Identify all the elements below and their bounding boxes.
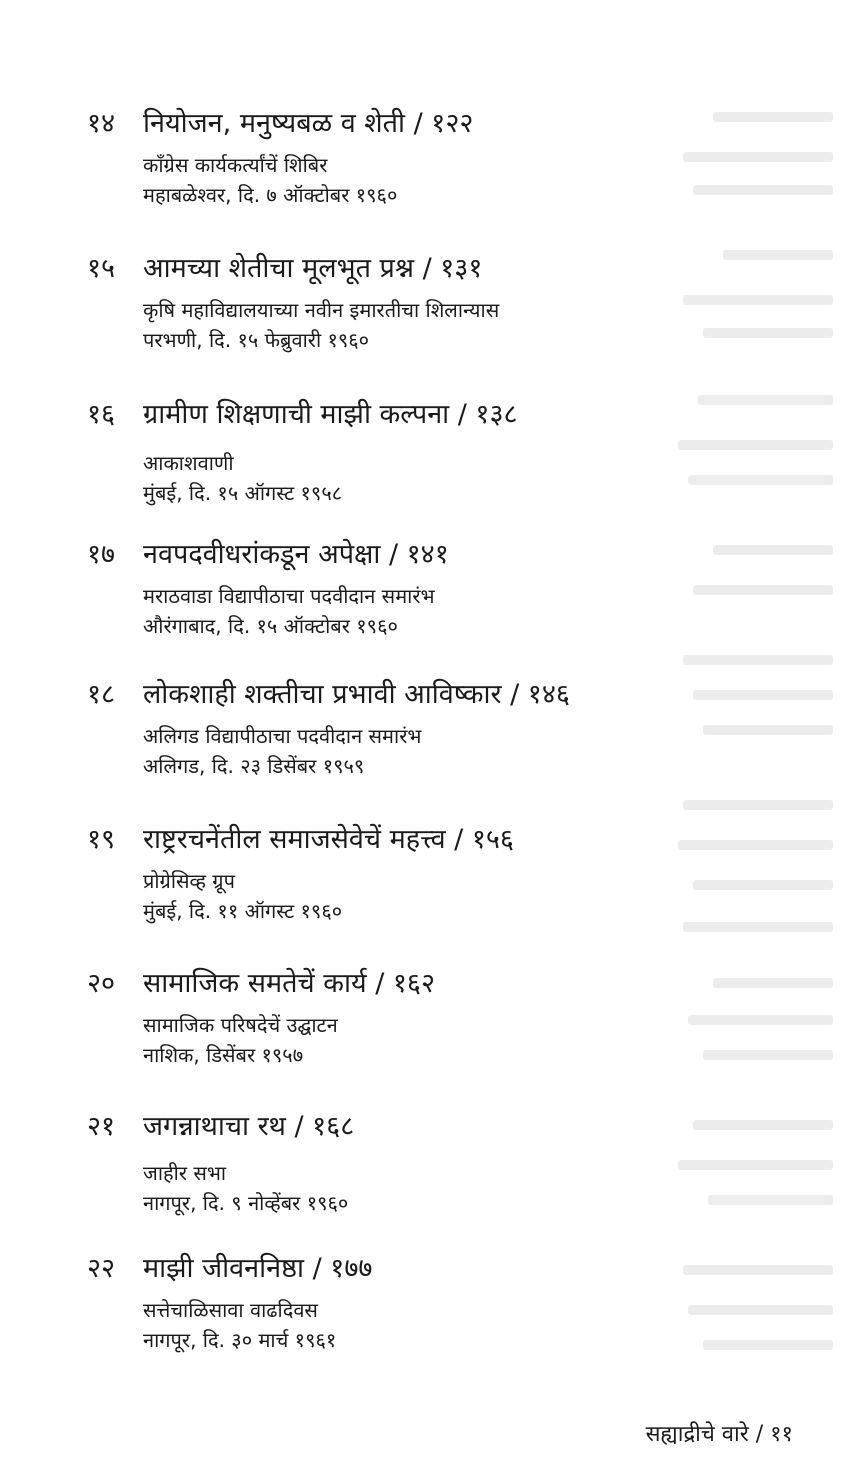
entry-heading	[87, 1252, 647, 1286]
entry-occasion: सत्तेचाळिसावा वाढदिवस	[143, 1298, 318, 1322]
entry-title: सामाजिक समतेचें कार्य / १६२	[143, 968, 436, 999]
entry-place-date: नागपूर, दि. ९ नोव्हेंबर १९६०	[143, 1191, 349, 1215]
entry-heading	[87, 107, 647, 141]
entry-number: १५	[87, 253, 116, 284]
toc-entry-22	[87, 1252, 647, 1355]
toc-entry-19	[87, 823, 647, 926]
toc-entry-18	[87, 678, 647, 781]
page-footer: सह्याद्रीचे वारे / ११	[645, 1422, 793, 1447]
entry-number: १९	[87, 824, 116, 855]
entry-heading	[87, 252, 647, 286]
entry-place-date: मुंबई, दि. १५ ऑगस्ट १९५८	[143, 481, 343, 505]
entry-place-date: मुंबई, दि. ११ ऑगस्ट १९६०	[143, 899, 343, 923]
entry-number: २२	[87, 1253, 116, 1284]
entry-occasion: मराठवाडा विद्यापीठाचा पदवीदान समारंभ	[143, 584, 435, 608]
entry-place-date: नाशिक, डिसेंबर १९५७	[143, 1043, 304, 1067]
entry-occasion: काँग्रेस कार्यकर्त्यांचें शिबिर	[143, 153, 328, 177]
toc-entry-15	[87, 252, 647, 355]
entry-number: १८	[87, 679, 116, 710]
entry-place-date: नागपूर, दि. ३० मार्च १९६१	[143, 1328, 337, 1352]
entry-occasion: जाहीर सभा	[143, 1161, 227, 1185]
entry-number: १४	[87, 108, 116, 139]
entry-title: जगन्नाथाचा रथ / १६८	[143, 1111, 355, 1142]
bleed-through-text	[678, 90, 853, 1380]
entry-number: २१	[87, 1111, 116, 1142]
entry-occasion: प्रोग्रेसिव्ह ग्रूप	[143, 869, 235, 893]
entry-occasion: आकाशवाणी	[143, 451, 234, 475]
entry-title: नवपदवीधरांकडून अपेक्षा / १४१	[143, 539, 449, 570]
entry-heading	[87, 398, 647, 432]
entry-title: लोकशाही शक्तीचा प्रभावी आविष्कार / १४६	[143, 679, 570, 710]
entry-occasion: अलिगड विद्यापीठाचा पदवीदान समारंभ	[143, 724, 422, 748]
toc-entry-14	[87, 107, 647, 210]
toc-entry-21	[87, 1110, 647, 1218]
entry-heading	[87, 823, 647, 857]
entry-title: माझी जीवननिष्ठा / १७७	[143, 1253, 373, 1284]
entry-title: नियोजन, मनुष्यबळ व शेती / १२२	[143, 108, 474, 139]
entry-heading	[87, 1110, 647, 1144]
entry-title: राष्ट्ररचनेंतील समाजसेवेचें महत्त्व / १५६	[143, 824, 514, 855]
entry-title: ग्रामीण शिक्षणाची माझी कल्पना / १३८	[143, 399, 518, 430]
entry-occasion: सामाजिक परिषदेचें उद्घाटन	[143, 1013, 338, 1037]
toc-entry-16	[87, 398, 647, 508]
entry-number: १६	[87, 399, 116, 430]
entry-place-date: परभणी, दि. १५ फेब्रुवारी १९६०	[143, 328, 370, 352]
entry-number: १७	[87, 539, 116, 570]
toc-entry-17	[87, 538, 647, 641]
entry-heading	[87, 678, 647, 712]
entry-heading	[87, 538, 647, 572]
entry-place-date: औरंगाबाद, दि. १५ ऑक्टोबर १९६०	[143, 614, 398, 638]
toc-entry-20	[87, 967, 647, 1070]
entry-heading	[87, 967, 647, 1001]
entry-occasion: कृषि महाविद्यालयाच्या नवीन इमारतीचा शिलान्यास	[143, 298, 500, 322]
entry-title: आमच्या शेतीचा मूलभूत प्रश्न / १३१	[143, 253, 483, 284]
entry-place-date: महाबळेश्वर, दि. ७ ऑक्टोबर १९६०	[143, 183, 398, 207]
entry-place-date: अलिगड, दि. २३ डिसेंबर १९५९	[143, 754, 365, 778]
entry-number: २०	[87, 968, 116, 999]
